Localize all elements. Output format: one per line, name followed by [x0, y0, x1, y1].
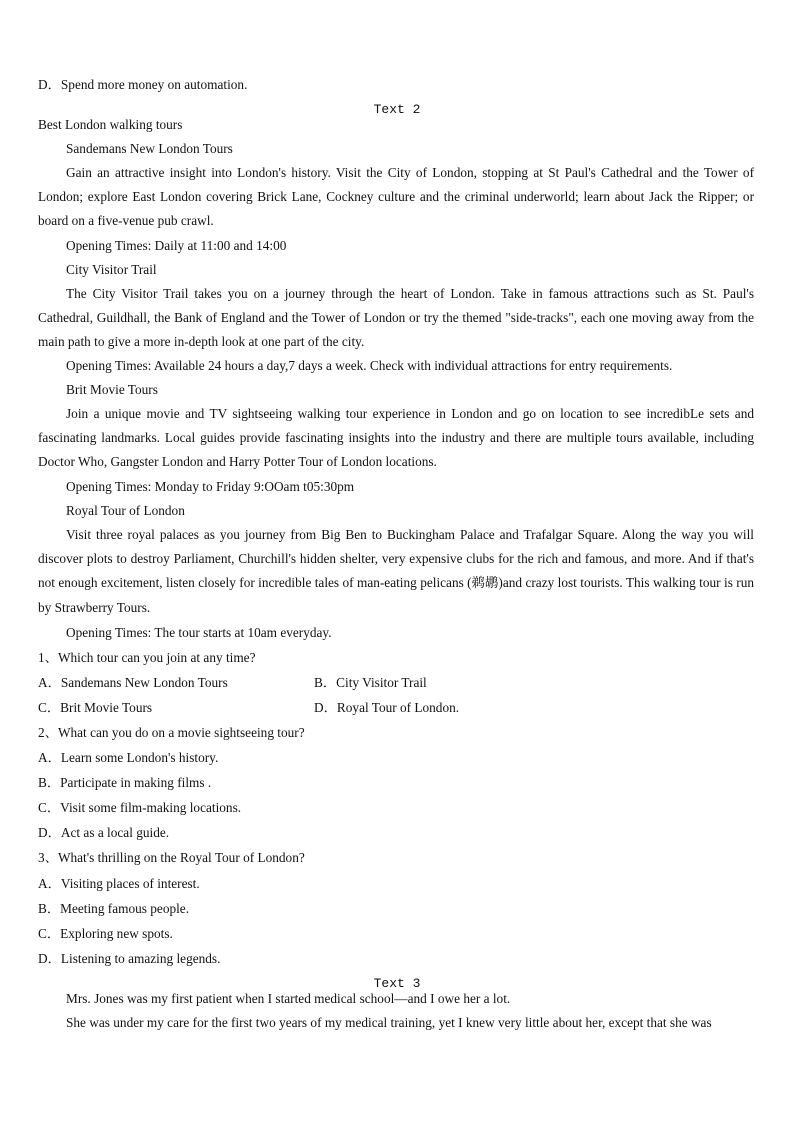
question-1-option-a[interactable]: A．Sandemans New London Tours — [38, 675, 228, 690]
tour-name-sandemans: Sandemans New London Tours — [66, 141, 233, 156]
question-2-option-d[interactable]: D．Act as a local guide. — [38, 825, 170, 840]
text3-title: Text 3 — [373, 976, 421, 991]
tour-description-city-visitor-trail: The City Visitor Trail takes you on a journey through the heart of London. Take in famous attractions such as St. Paul's Cathedral, Guildhall, the Bank of England and the Tower of London or try the themed "side-tracks", each one moving away from the main path to give a more in-depth look at one part of the city. — [38, 286, 754, 350]
question-3-option-b[interactable]: B．Meeting famous people. — [38, 901, 190, 916]
question-1-option-d[interactable]: D．Royal Tour of London. — [314, 700, 460, 715]
question-1-stem: 1、Which tour can you join at any time? — [38, 650, 256, 665]
tour-description-royal-tour: Visit three royal palaces as you journey from Big Ben to Buckingham Palace and Trafalgar Square. Along the way you will discover plots to destroy Parliament, Churchill's hidden shelter, very expensive clubs for the rich and famous, and more. And if that's not enough excitement, listen closely for incredible tales of man-eating pelicans (鹈鹕)and crazy lost tourists. This walking tour is run by Strawberry Tours. — [38, 527, 754, 615]
tour-description-brit-movie: Join a unique movie and TV sightseeing walking tour experience in London and go on location to see incredibLe sets and fascinating landmarks. Local guides provide fascinating insights into the industry and there are multiple tours available, including Doctor Who, Gangster London and Harry Potter Tour of London locations. — [38, 406, 754, 470]
tour-description-sandemans: Gain an attractive insight into London's history. Visit the City of London, stopping at St Paul's Cathedral and the Tower of London; explore East London covering Brick Lane, Cockney culture and the criminal underworld; learn about Jack the Ripper; or board on a five-venue pub crawl. — [38, 165, 754, 229]
tour-opening-royal-tour: Opening Times: The tour starts at 10am everyday. — [66, 625, 332, 640]
question-3-stem: 3、What's thrilling on the Royal Tour of London? — [38, 850, 305, 865]
question-2-stem: 2、What can you do on a movie sightseeing tour? — [38, 725, 305, 740]
question-1-option-b[interactable]: B．City Visitor Trail — [314, 675, 427, 690]
previous-question-option-d: D．Spend more money on automation. — [38, 77, 248, 92]
question-3-option-d[interactable]: D．Listening to amazing legends. — [38, 951, 221, 966]
text3-paragraph-2: She was under my care for the first two years of my medical training, yet I knew very little about her, except that she was — [66, 1015, 712, 1030]
text2-heading: Best London walking tours — [38, 117, 183, 132]
text2-title: Text 2 — [373, 102, 421, 117]
question-3-option-a[interactable]: A．Visiting places of interest. — [38, 876, 200, 891]
question-2-option-c[interactable]: C．Visit some film-making locations. — [38, 800, 242, 815]
question-1-option-c[interactable]: C．Brit Movie Tours — [38, 700, 153, 715]
question-2-option-a[interactable]: A．Learn some London's history. — [38, 750, 219, 765]
tour-name-city-visitor-trail: City Visitor Trail — [66, 262, 157, 277]
tour-name-brit-movie: Brit Movie Tours — [66, 382, 158, 397]
tour-opening-sandemans: Opening Times: Daily at 11:00 and 14:00 — [66, 238, 287, 253]
question-2-option-b[interactable]: B．Participate in making films . — [38, 775, 212, 790]
tour-name-royal-tour: Royal Tour of London — [66, 503, 185, 518]
question-3-option-c[interactable]: C．Exploring new spots. — [38, 926, 173, 941]
tour-opening-city-visitor-trail: Opening Times: Available 24 hours a day,7 days a week. Check with individual attractions for entry requirements. — [66, 358, 673, 373]
tour-opening-brit-movie: Opening Times: Monday to Friday 9:OOam t05:30pm — [66, 479, 355, 494]
text3-paragraph-1: Mrs. Jones was my first patient when I started medical school—and I owe her a lot. — [66, 991, 511, 1006]
